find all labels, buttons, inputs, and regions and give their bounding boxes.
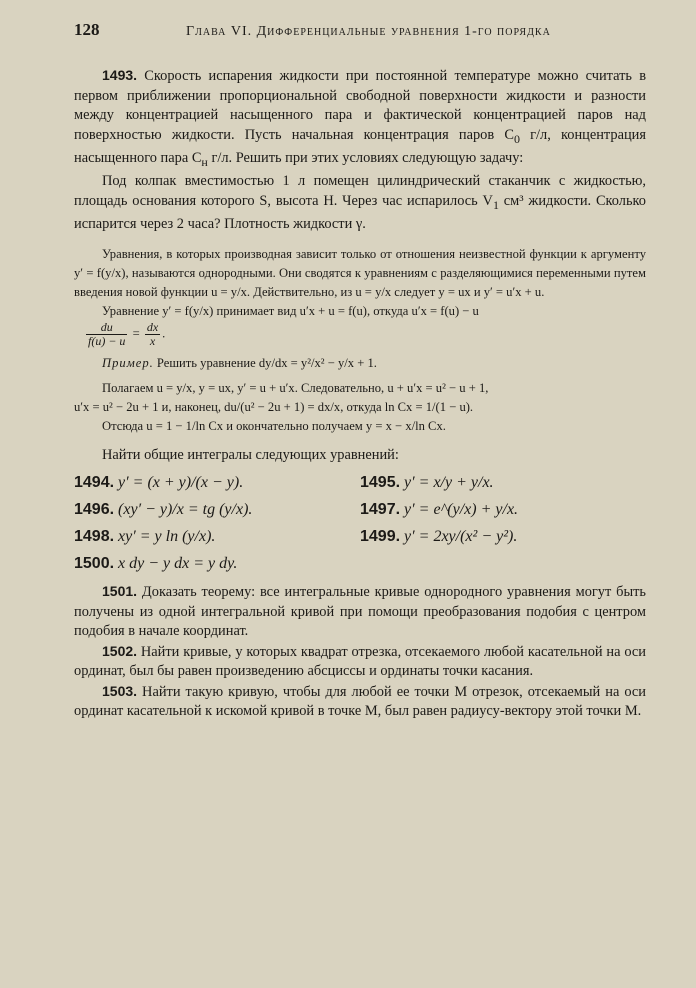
problem-1493: 1493. Скорость испарения жидкости при постоянной температуре можно считать в первом приближении пропорциональной свободной поверхности жидкости и разности между концентрацией насыщенного пара и фактической концентрацией паров над поверхностью жидкости. Пусть начальная концентрация паров $C_0$ г/л, концентрация насыщенного пара $C_н$ г/л. Решить при этих условиях следующую задачу:	[74, 67, 647, 169]
theory-homogeneous: Уравнения, в которых производная зависит только от отношения неизвестной функции к аргументу y′ = f(y/x), называются однородными. Они сводятся к уравнениям с разделяющимися переменными путем введения новой функции u = y/x. Действительно, из u = y/x следует y = ux и y′ = u′x + u.	[74, 246, 646, 299]
equation-1495: 1495. y′ = x/y + y/x.	[360, 474, 494, 492]
equation-row	[74, 555, 646, 573]
problem-1503: 1503. Найти такую кривую, чтобы для любой ее точки M отрезок, отсекаемый на оси ординат касательной к искомой кривой в точке M, был равен радиусу-вектору этой точки M.	[74, 682, 646, 720]
page-number: 128	[74, 20, 100, 39]
chapter-title: Глава VI. Дифференциальные уравнения 1-го порядка	[186, 24, 551, 39]
task-header: Найти общие интегралы следующих уравнений:	[102, 446, 399, 463]
equation-row	[74, 474, 646, 492]
equation-1497: 1497. y′ = e^(y/x) + y/x.	[360, 501, 519, 519]
problem-number: 1493.	[102, 67, 138, 83]
problem-1502: 1502. Найти кривые, у которых квадрат отрезка, отсекаемого любой касательной на оси ординат, был бы равен произведению абсциссы и ординаты точки касания.	[74, 642, 646, 680]
page-header	[74, 20, 646, 40]
equation-1499: 1499. y′ = 2xy/(x² − y²).	[360, 528, 518, 546]
fraction: $\frac{du}{f(u) - u}$	[88, 319, 126, 348]
equation-row	[74, 528, 646, 546]
example-step-1: Полагаем u = y/x, y = ux, y′ = u + u′x. Следовательно, u + u′x = u² − u + 1,	[102, 380, 489, 395]
equation-1500: 1500. x dy − y dx = y dy.	[74, 555, 238, 573]
problem-1501: 1501. Доказать теорему: все интегральные кривые однородного уравнения могут быть получены из одной интегральной кривой при помощи преобразования подобия с центром подобия в начале координат.	[74, 583, 646, 640]
fraction: $\frac{dx}{x}$	[146, 319, 159, 348]
equation-row	[74, 501, 646, 519]
equation-1494: 1494. y′ = (x + y)/(x − y).	[74, 474, 244, 492]
problem-1493-task: Под колпак вместимостью 1 л помещен цилиндрический стаканчик с жидкостью, площадь основания которого S, высота H. Через час испарилось $V_1$ см³ жидкости. Сколько испарится через 2 часа? Плотность жидкости γ.	[74, 173, 647, 233]
theory-substitution: Уравнение y′ = f(y/x) принимает вид u′x + u = f(u), откуда u′x = f(u) − u	[102, 303, 479, 318]
example: Пример. Решить уравнение dy/dx = y²/x² − y/x + 1.	[102, 355, 377, 370]
equation-1496: 1496. (xy′ − y)/x = tg (y/x).	[74, 501, 253, 519]
equation-1498: 1498. xy′ = y ln (y/x).	[74, 528, 216, 546]
example-step-2: u′x = u² − 2u + 1 и, наконец, du/(u² − 2u + 1) = dx/x, откуда ln Cx = 1/(1 − u).	[74, 399, 474, 414]
example-step-3: Отсюда u = 1 − 1/ln Cx и окончательно получаем y = x − x/ln Cx.	[102, 418, 446, 433]
theory-separated: $\frac{du}{f(u) - u}$ = $\frac{dx}{x}$ .	[88, 319, 166, 348]
example-label: Пример.	[102, 355, 154, 370]
